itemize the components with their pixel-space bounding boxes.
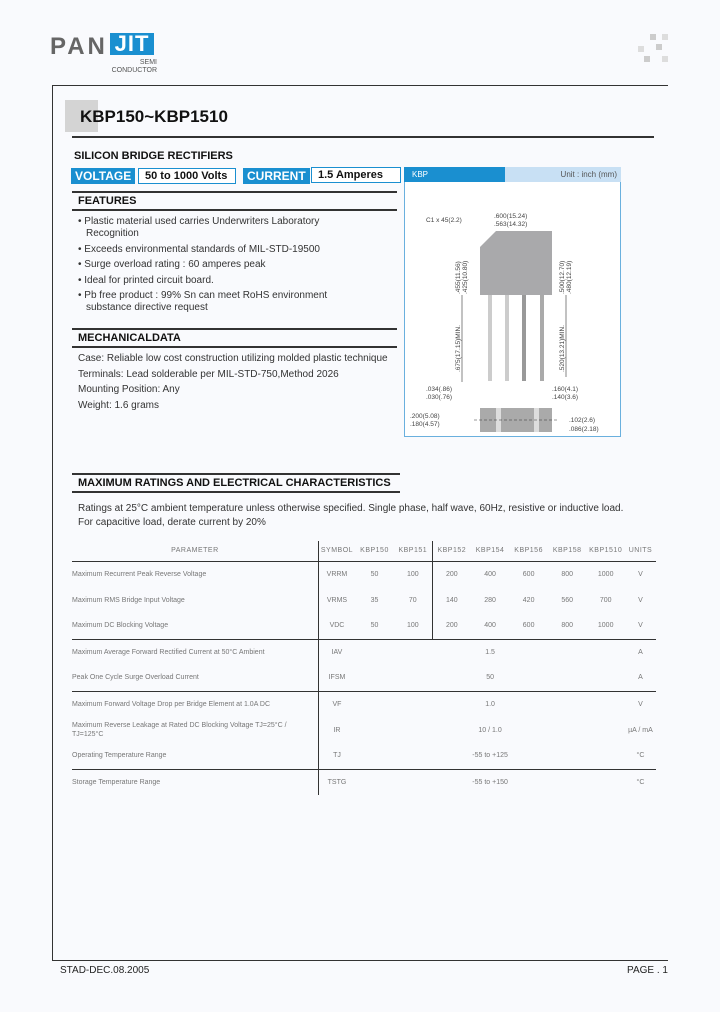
col-parameter: PARAMETER bbox=[72, 541, 318, 561]
divider bbox=[72, 473, 400, 475]
footer-date: STAD-DEC.08.2005 bbox=[60, 965, 150, 976]
svg-text:.180(4.57): .180(4.57) bbox=[410, 421, 440, 428]
param-cell: Operating Temperature Range bbox=[72, 743, 318, 769]
divider bbox=[72, 191, 397, 193]
svg-text:.086(2.18): .086(2.18) bbox=[569, 426, 599, 433]
symbol-cell: VDC bbox=[318, 613, 355, 639]
subtitle: SILICON BRIDGE RECTIFIERS bbox=[74, 150, 233, 162]
svg-text:.480(12.19): .480(12.19) bbox=[566, 260, 573, 294]
symbol-cell: VF bbox=[318, 691, 355, 717]
table-row bbox=[72, 717, 656, 743]
feature-item: • Surge overload rating : 60 amperes peak bbox=[78, 259, 266, 270]
value-cell: 35 bbox=[370, 596, 379, 604]
current-label: CURRENT bbox=[243, 168, 310, 184]
svg-text:.675(17.15)MIN.: .675(17.15)MIN. bbox=[455, 325, 462, 372]
logo-jit: JIT bbox=[110, 33, 154, 55]
param-cell: Storage Temperature Range bbox=[72, 778, 161, 786]
svg-text:.500(12.70): .500(12.70) bbox=[559, 260, 566, 294]
col-kbp150: KBP150 bbox=[355, 541, 394, 561]
value-cell: 400 bbox=[471, 613, 510, 639]
col-kbp156: KBP156 bbox=[509, 541, 548, 561]
drawing-header bbox=[404, 167, 621, 182]
svg-text:.030(.76): .030(.76) bbox=[426, 394, 453, 401]
value-cell: 400 bbox=[484, 570, 496, 578]
symbol-cell: IAV bbox=[318, 639, 355, 665]
value-cell: 50 bbox=[370, 570, 379, 578]
logo-sub1: SEMI bbox=[139, 59, 157, 66]
svg-text:.102(2.6): .102(2.6) bbox=[569, 417, 596, 424]
svg-text:.520(13.21)MIN.: .520(13.21)MIN. bbox=[559, 325, 566, 372]
unit-cell: V bbox=[638, 700, 643, 708]
page-title: KBP150~KBP1510 bbox=[80, 107, 228, 126]
unit-cell: V bbox=[625, 613, 656, 639]
value-cell: 1.5 bbox=[485, 648, 495, 656]
table-row bbox=[72, 587, 656, 613]
unit-cell: V bbox=[638, 570, 643, 578]
value-cell: 800 bbox=[561, 570, 573, 578]
feature-item: • Exceeds environmental standards of MIL-STD-19500 bbox=[78, 243, 320, 255]
unit-cell: °C bbox=[625, 743, 656, 769]
symbol-cell: VRMS bbox=[318, 587, 355, 613]
value-cell: 50 bbox=[355, 665, 625, 691]
param-cell: Maximum Average Forward Rectified Current at 50°C Ambient bbox=[72, 648, 265, 656]
divider bbox=[72, 209, 397, 211]
param-cell: Maximum Recurrent Peak Reverse Voltage bbox=[72, 570, 207, 578]
unit-label: Unit : inch (mm) bbox=[505, 167, 621, 182]
note2: For capacitive load, derate current by 20% bbox=[78, 517, 266, 528]
unit-cell: °C bbox=[636, 778, 645, 786]
unit-cell: A bbox=[625, 665, 656, 691]
value-cell: 280 bbox=[484, 596, 496, 604]
param-cell: Maximum DC Blocking Voltage bbox=[72, 613, 318, 639]
svg-text:C1 x 45(2.2): C1 x 45(2.2) bbox=[426, 217, 462, 224]
value-cell: 100 bbox=[406, 570, 419, 578]
symbol-cell: VRRM bbox=[318, 561, 355, 587]
mechanical-heading: MECHANICALDATA bbox=[78, 332, 181, 344]
symbol-cell: TSTG bbox=[318, 769, 355, 795]
note1: Ratings at 25°C ambient temperature unless otherwise specified. Single phase, half wave, 60Hz, resistive or inductive load. bbox=[78, 503, 624, 514]
table-row bbox=[72, 691, 656, 717]
symbol-cell: IR bbox=[318, 717, 355, 743]
feature-item: • Plastic material used carries Underwriters Laboratory Recognition bbox=[78, 216, 320, 239]
symbol-cell: TJ bbox=[318, 743, 355, 769]
svg-text:.200(5.08): .200(5.08) bbox=[410, 413, 440, 420]
divider bbox=[72, 328, 397, 330]
svg-text:.600(15.24): .600(15.24) bbox=[494, 213, 528, 220]
value-cell: -55 to +150 bbox=[472, 778, 508, 786]
svg-text:.425(10.80): .425(10.80) bbox=[462, 260, 469, 294]
value-cell: 600 bbox=[522, 570, 535, 578]
mech-item: Weight: 1.6 grams bbox=[78, 399, 159, 411]
col-kbp154: KBP154 bbox=[471, 541, 510, 561]
value-cell: 700 bbox=[599, 596, 612, 604]
col-units: UNITS bbox=[625, 541, 656, 561]
table-header bbox=[72, 541, 656, 561]
divider bbox=[72, 136, 654, 138]
svg-text:.563(14.32): .563(14.32) bbox=[494, 221, 528, 228]
decorative-dots-icon bbox=[638, 34, 668, 64]
value-cell: 200 bbox=[432, 613, 471, 639]
svg-text:.140(3.6): .140(3.6) bbox=[552, 394, 579, 401]
table-row bbox=[72, 613, 656, 639]
value-cell: 70 bbox=[408, 596, 417, 604]
svg-text:.160(4.1): .160(4.1) bbox=[552, 386, 579, 393]
logo-subtitle bbox=[107, 59, 157, 75]
voltage-label: VOLTAGE bbox=[71, 168, 135, 184]
svg-text:.455(11.56): .455(11.56) bbox=[455, 261, 462, 294]
voltage-value: 50 to 1000 Volts bbox=[138, 168, 236, 184]
mech-item: Mounting Position: Any bbox=[78, 384, 180, 395]
value-cell: 100 bbox=[394, 613, 433, 639]
col-kbp151: KBP151 bbox=[394, 541, 433, 561]
param-cell: Maximum RMS Bridge Input Voltage bbox=[72, 596, 185, 604]
unit-cell: µA / mA bbox=[628, 726, 653, 734]
table-row bbox=[72, 769, 656, 795]
symbol-cell: IFSM bbox=[318, 665, 355, 691]
table-row bbox=[72, 561, 656, 587]
value-cell: 800 bbox=[548, 613, 587, 639]
feature-item: • Ideal for printed circuit board. bbox=[78, 274, 214, 286]
value-cell: 600 bbox=[509, 613, 548, 639]
current-value: 1.5 Amperes bbox=[311, 167, 401, 183]
logo-sub2: CONDUCTOR bbox=[111, 67, 157, 74]
value-cell: 420 bbox=[522, 596, 535, 604]
value-cell: -55 to +125 bbox=[355, 743, 625, 769]
unit-cell: V bbox=[638, 596, 643, 604]
mechanical-list bbox=[78, 351, 398, 413]
value-cell: 140 bbox=[432, 587, 471, 613]
package-name: KBP bbox=[404, 167, 505, 182]
table-row bbox=[72, 639, 656, 665]
divider bbox=[72, 346, 397, 348]
value-cell: 200 bbox=[432, 561, 471, 587]
param-cell: Maximum Forward Voltage Drop per Bridge Element at 1.0A DC bbox=[72, 700, 271, 708]
divider bbox=[72, 491, 400, 493]
value-cell: 10 / 1.0 bbox=[478, 726, 502, 734]
table-row bbox=[72, 743, 656, 769]
ratings-heading: MAXIMUM RATINGS AND ELECTRICAL CHARACTERISTICS bbox=[78, 477, 391, 489]
col-kbp158: KBP158 bbox=[548, 541, 587, 561]
features-list bbox=[78, 216, 338, 318]
mech-item: Case: Reliable low cost construction utilizing molded plastic technique bbox=[78, 353, 388, 364]
mech-item: Terminals: Lead solderable per MIL-STD-750,Method 2026 bbox=[78, 368, 339, 380]
feature-item: • Pb free product : 99% Sn can meet RoHS environment substance directive request bbox=[78, 290, 328, 313]
param-cell: Maximum Reverse Leakage at Rated DC Blocking Voltage TJ=25°C / TJ=125°C bbox=[72, 722, 287, 738]
footer-page: PAGE . 1 bbox=[627, 965, 668, 976]
value-cell: 1.0 bbox=[485, 700, 495, 708]
col-kbp1510: KBP1510 bbox=[586, 541, 625, 561]
col-kbp152: KBP152 bbox=[432, 541, 471, 561]
col-symbol: SYMBOL bbox=[318, 541, 355, 561]
param-cell: Peak One Cycle Surge Overload Current bbox=[72, 665, 318, 691]
ratings-note bbox=[78, 502, 638, 530]
ratings-table bbox=[72, 541, 656, 795]
value-cell: 1000 bbox=[586, 613, 625, 639]
svg-text:.034(.86): .034(.86) bbox=[426, 386, 453, 393]
logo-pan: PAN bbox=[50, 33, 108, 60]
features-heading: FEATURES bbox=[78, 195, 137, 207]
value-cell: 560 bbox=[561, 596, 573, 604]
table-row bbox=[72, 665, 656, 691]
value-cell: 1000 bbox=[597, 570, 614, 578]
value-cell: 50 bbox=[355, 613, 394, 639]
unit-cell: A bbox=[638, 648, 643, 656]
package-outline-diagram bbox=[404, 182, 621, 437]
